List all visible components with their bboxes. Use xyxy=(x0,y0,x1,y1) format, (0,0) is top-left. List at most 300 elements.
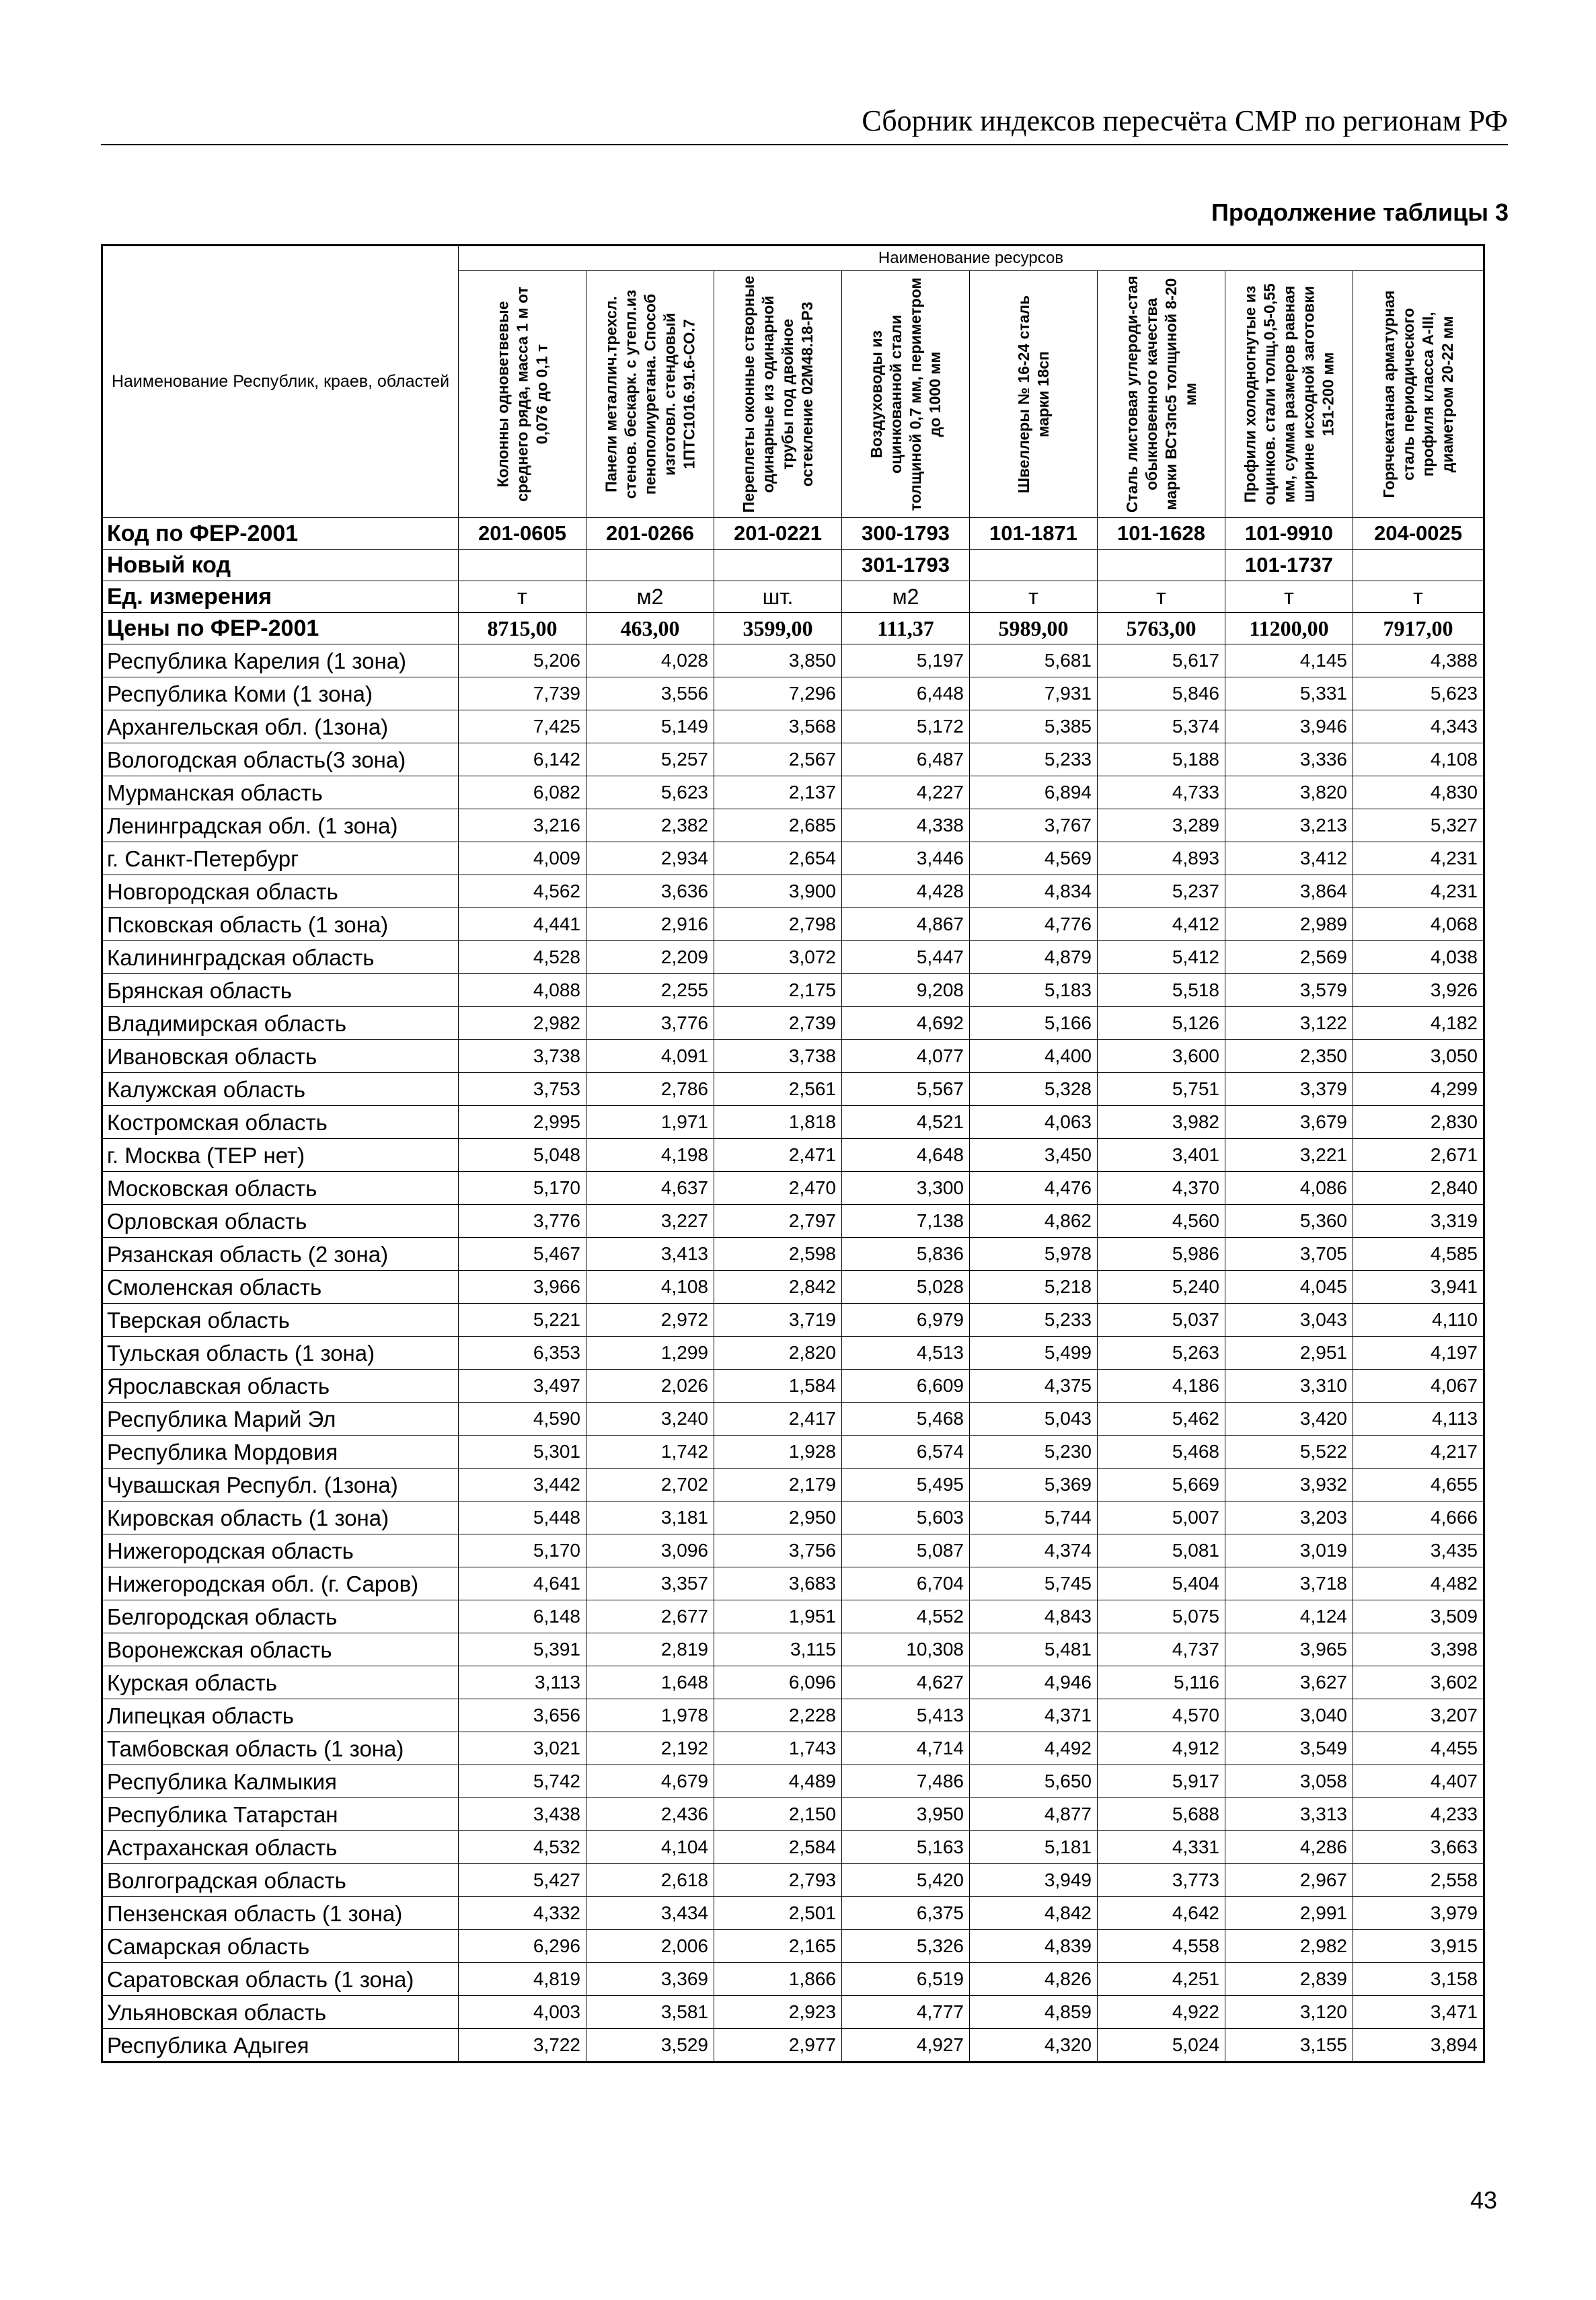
index-value: 6,979 xyxy=(842,1304,970,1337)
index-value: 4,826 xyxy=(970,1963,1098,1996)
index-value: 5,742 xyxy=(459,1765,586,1798)
new-code-row-cell xyxy=(586,550,714,581)
table-row xyxy=(102,908,1484,941)
region-name: Астраханская область xyxy=(102,1831,459,1864)
index-value: 3,438 xyxy=(459,1798,586,1831)
index-value: 4,627 xyxy=(842,1666,970,1699)
index-value: 2,934 xyxy=(586,842,714,875)
table-body xyxy=(102,518,1484,2063)
index-value: 2,569 xyxy=(1225,941,1353,974)
fer-code-row-cell: 201-0266 xyxy=(586,518,714,550)
index-value: 5,116 xyxy=(1098,1666,1225,1699)
index-value: 7,138 xyxy=(842,1205,970,1238)
index-value: 3,019 xyxy=(1225,1534,1353,1567)
index-value: 3,722 xyxy=(459,2029,586,2063)
region-name: Мурманская область xyxy=(102,776,459,809)
column-header xyxy=(1225,271,1353,518)
table-row xyxy=(102,1436,1484,1469)
unit-row-cell: м2 xyxy=(586,581,714,613)
index-value: 2,006 xyxy=(586,1930,714,1963)
unit-row-cell: т xyxy=(1353,581,1484,613)
index-value: 3,357 xyxy=(586,1567,714,1600)
index-value: 4,585 xyxy=(1353,1238,1484,1271)
index-value: 7,739 xyxy=(459,677,586,710)
index-value: 4,641 xyxy=(459,1567,586,1600)
unit-row-cell: т xyxy=(459,581,586,613)
index-value: 5,917 xyxy=(1098,1765,1225,1798)
index-value: 3,379 xyxy=(1225,1073,1353,1106)
index-value: 4,492 xyxy=(970,1732,1098,1765)
fer-code-row xyxy=(102,518,1484,550)
index-value: 2,175 xyxy=(714,974,842,1007)
index-value: 4,867 xyxy=(842,908,970,941)
index-value: 4,003 xyxy=(459,1996,586,2029)
index-value: 5,603 xyxy=(842,1501,970,1534)
region-name: Смоленская область xyxy=(102,1271,459,1304)
index-value: 2,192 xyxy=(586,1732,714,1765)
index-value: 4,400 xyxy=(970,1040,1098,1073)
index-value: 2,977 xyxy=(714,2029,842,2063)
index-value: 4,198 xyxy=(586,1139,714,1172)
index-value: 4,063 xyxy=(970,1106,1098,1139)
index-value: 3,627 xyxy=(1225,1666,1353,1699)
index-value: 5,263 xyxy=(1098,1337,1225,1370)
region-name: Владимирская область xyxy=(102,1007,459,1040)
index-value: 2,982 xyxy=(1225,1930,1353,1963)
index-value: 5,233 xyxy=(970,743,1098,776)
index-value: 3,683 xyxy=(714,1567,842,1600)
fer-code-row-label: Код по ФЕР-2001 xyxy=(102,518,459,550)
index-value: 5,149 xyxy=(586,710,714,743)
column-header xyxy=(1353,271,1484,518)
new-code-row-cell: 101-1737 xyxy=(1225,550,1353,581)
index-value: 3,949 xyxy=(970,1864,1098,1897)
index-value: 3,900 xyxy=(714,875,842,908)
index-value: 5,447 xyxy=(842,941,970,974)
index-value: 3,115 xyxy=(714,1633,842,1666)
index-value: 3,946 xyxy=(1225,710,1353,743)
index-value: 6,082 xyxy=(459,776,586,809)
region-name: Нижегородская обл. (г. Саров) xyxy=(102,1567,459,1600)
price-row-cell: 463,00 xyxy=(586,613,714,644)
table-row xyxy=(102,1798,1484,1831)
index-value: 5,495 xyxy=(842,1469,970,1501)
price-row-cell: 11200,00 xyxy=(1225,613,1353,644)
index-value: 1,951 xyxy=(714,1600,842,1633)
price-row-cell: 7917,00 xyxy=(1353,613,1484,644)
index-value: 3,738 xyxy=(714,1040,842,1073)
table-row xyxy=(102,1567,1484,1600)
unit-row-cell: т xyxy=(970,581,1098,613)
index-value: 4,428 xyxy=(842,875,970,908)
index-value: 4,217 xyxy=(1353,1436,1484,1469)
table-row xyxy=(102,1534,1484,1567)
index-value: 5,166 xyxy=(970,1007,1098,1040)
index-value: 4,375 xyxy=(970,1370,1098,1403)
column-header xyxy=(1098,271,1225,518)
index-value: 4,455 xyxy=(1353,1732,1484,1765)
index-value: 3,636 xyxy=(586,875,714,908)
index-value: 6,096 xyxy=(714,1666,842,1699)
index-value: 4,088 xyxy=(459,974,586,1007)
fer-code-row-cell: 204-0025 xyxy=(1353,518,1484,550)
index-value: 3,398 xyxy=(1353,1633,1484,1666)
index-value: 3,776 xyxy=(459,1205,586,1238)
index-value: 4,331 xyxy=(1098,1831,1225,1864)
new-code-row-cell xyxy=(714,550,842,581)
index-value: 2,228 xyxy=(714,1699,842,1732)
table-row xyxy=(102,1370,1484,1403)
index-value: 5,623 xyxy=(586,776,714,809)
index-value: 5,385 xyxy=(970,710,1098,743)
index-value: 6,487 xyxy=(842,743,970,776)
index-value: 3,181 xyxy=(586,1501,714,1534)
unit-row-cell: м2 xyxy=(842,581,970,613)
index-value: 4,648 xyxy=(842,1139,970,1172)
index-value: 2,830 xyxy=(1353,1106,1484,1139)
index-value: 3,556 xyxy=(586,677,714,710)
index-value: 5,448 xyxy=(459,1501,586,1534)
index-value: 2,819 xyxy=(586,1633,714,1666)
index-value: 3,289 xyxy=(1098,809,1225,842)
region-name: Самарская область xyxy=(102,1930,459,1963)
index-value: 3,509 xyxy=(1353,1600,1484,1633)
index-value: 3,679 xyxy=(1225,1106,1353,1139)
region-name: Республика Калмыкия xyxy=(102,1765,459,1798)
index-value: 4,251 xyxy=(1098,1963,1225,1996)
index-value: 3,579 xyxy=(1225,974,1353,1007)
index-value: 5,183 xyxy=(970,974,1098,1007)
index-value: 5,237 xyxy=(1098,875,1225,908)
index-value: 5,669 xyxy=(1098,1469,1225,1501)
index-value: 3,529 xyxy=(586,2029,714,2063)
index-value: 5,467 xyxy=(459,1238,586,1271)
region-column-header: Наименование Республик, краев, областей xyxy=(102,246,459,518)
index-value: 3,767 xyxy=(970,809,1098,842)
price-row-cell: 8715,00 xyxy=(459,613,586,644)
index-value: 4,842 xyxy=(970,1897,1098,1930)
table-row xyxy=(102,1600,1484,1633)
index-value: 5,745 xyxy=(970,1567,1098,1600)
fer-code-row-cell: 300-1793 xyxy=(842,518,970,550)
column-header-text: Горячекатаная арматурная сталь периодического профиля класса А-III, диаметром 20-22 мм xyxy=(1379,290,1456,498)
index-value: 4,077 xyxy=(842,1040,970,1073)
region-name: Тверская область xyxy=(102,1304,459,1337)
index-value: 2,820 xyxy=(714,1337,842,1370)
index-value: 4,562 xyxy=(459,875,586,908)
index-value: 5,468 xyxy=(1098,1436,1225,1469)
index-value: 4,666 xyxy=(1353,1501,1484,1534)
header-rule xyxy=(101,144,1508,145)
column-header-text: Сталь листовая углероди-стая обыкновенного качества марки ВСт3пс5 толщиной 8-20 мм xyxy=(1123,275,1199,513)
index-value: 5,037 xyxy=(1098,1304,1225,1337)
fer-code-row-cell: 101-1871 xyxy=(970,518,1098,550)
index-value: 3,207 xyxy=(1353,1699,1484,1732)
index-value: 3,602 xyxy=(1353,1666,1484,1699)
region-name: Республика Марий Эл xyxy=(102,1403,459,1436)
index-value: 2,417 xyxy=(714,1403,842,1436)
index-value: 3,072 xyxy=(714,941,842,974)
table-row xyxy=(102,1699,1484,1732)
index-value: 4,332 xyxy=(459,1897,586,1930)
index-value: 5,360 xyxy=(1225,1205,1353,1238)
table-row xyxy=(102,1271,1484,1304)
index-value: 5,836 xyxy=(842,1238,970,1271)
index-value: 4,569 xyxy=(970,842,1098,875)
index-value: 3,982 xyxy=(1098,1106,1225,1139)
region-name: Псковская область (1 зона) xyxy=(102,908,459,941)
index-value: 6,519 xyxy=(842,1963,970,1996)
index-value: 3,965 xyxy=(1225,1633,1353,1666)
index-value: 4,637 xyxy=(586,1172,714,1205)
index-value: 2,501 xyxy=(714,1897,842,1930)
index-value: 4,879 xyxy=(970,941,1098,974)
index-value: 6,375 xyxy=(842,1897,970,1930)
index-value: 3,240 xyxy=(586,1403,714,1436)
index-value: 4,476 xyxy=(970,1172,1098,1205)
index-value: 4,513 xyxy=(842,1337,970,1370)
index-value: 5,427 xyxy=(459,1864,586,1897)
index-value: 5,468 xyxy=(842,1403,970,1436)
index-value: 3,221 xyxy=(1225,1139,1353,1172)
index-value: 5,481 xyxy=(970,1633,1098,1666)
index-value: 2,916 xyxy=(586,908,714,941)
index-value: 1,928 xyxy=(714,1436,842,1469)
region-name: Республика Коми (1 зона) xyxy=(102,677,459,710)
index-value: 2,436 xyxy=(586,1798,714,1831)
index-value: 4,113 xyxy=(1353,1403,1484,1436)
unit-row-cell: шт. xyxy=(714,581,842,613)
region-name: Белгородская область xyxy=(102,1600,459,1633)
index-value: 5,978 xyxy=(970,1238,1098,1271)
index-value: 3,773 xyxy=(1098,1864,1225,1897)
index-value: 2,561 xyxy=(714,1073,842,1106)
index-value: 5,170 xyxy=(459,1172,586,1205)
index-value: 3,050 xyxy=(1353,1040,1484,1073)
index-value: 5,301 xyxy=(459,1436,586,1469)
index-value: 3,113 xyxy=(459,1666,586,1699)
index-value: 4,843 xyxy=(970,1600,1098,1633)
region-name: г. Санкт-Петербург xyxy=(102,842,459,875)
region-name: Республика Адыгея xyxy=(102,2029,459,2063)
index-value: 2,739 xyxy=(714,1007,842,1040)
index-value: 3,718 xyxy=(1225,1567,1353,1600)
index-value: 4,186 xyxy=(1098,1370,1225,1403)
price-row-label: Цены по ФЕР-2001 xyxy=(102,613,459,644)
index-value: 2,567 xyxy=(714,743,842,776)
index-value: 3,412 xyxy=(1225,842,1353,875)
index-value: 5,986 xyxy=(1098,1238,1225,1271)
index-value: 4,182 xyxy=(1353,1007,1484,1040)
index-value: 3,369 xyxy=(586,1963,714,1996)
index-value: 3,864 xyxy=(1225,875,1353,908)
index-value: 2,558 xyxy=(1353,1864,1484,1897)
index-value: 3,300 xyxy=(842,1172,970,1205)
index-value: 5,567 xyxy=(842,1073,970,1106)
fer-code-row-cell: 201-0221 xyxy=(714,518,842,550)
index-value: 1,742 xyxy=(586,1436,714,1469)
index-value: 4,834 xyxy=(970,875,1098,908)
index-value: 5,230 xyxy=(970,1436,1098,1469)
index-value: 3,915 xyxy=(1353,1930,1484,1963)
region-name: г. Москва (ТЕР нет) xyxy=(102,1139,459,1172)
index-value: 4,642 xyxy=(1098,1897,1225,1930)
table-row xyxy=(102,1831,1484,1864)
index-value: 5,688 xyxy=(1098,1798,1225,1831)
index-value: 4,877 xyxy=(970,1798,1098,1831)
region-name: Воронежская область xyxy=(102,1633,459,1666)
column-header-text: Швеллеры № 16-24 сталь марки 18сп xyxy=(1014,295,1052,494)
region-name: Курская область xyxy=(102,1666,459,1699)
index-value: 3,820 xyxy=(1225,776,1353,809)
index-value: 3,216 xyxy=(459,809,586,842)
index-value: 4,862 xyxy=(970,1205,1098,1238)
index-value: 2,382 xyxy=(586,809,714,842)
column-header xyxy=(459,271,586,518)
index-value: 2,842 xyxy=(714,1271,842,1304)
index-value: 2,685 xyxy=(714,809,842,842)
index-value: 4,110 xyxy=(1353,1304,1484,1337)
index-value: 5,181 xyxy=(970,1831,1098,1864)
index-value: 3,227 xyxy=(586,1205,714,1238)
region-name: Пензенская область (1 зона) xyxy=(102,1897,459,1930)
index-value: 3,776 xyxy=(586,1007,714,1040)
index-value: 2,972 xyxy=(586,1304,714,1337)
index-value: 2,702 xyxy=(586,1469,714,1501)
index-value: 3,122 xyxy=(1225,1007,1353,1040)
index-value: 5,518 xyxy=(1098,974,1225,1007)
index-value: 3,738 xyxy=(459,1040,586,1073)
index-value: 1,978 xyxy=(586,1699,714,1732)
index-value: 1,299 xyxy=(586,1337,714,1370)
resources-group-header: Наименование ресурсов xyxy=(459,246,1484,271)
table-row xyxy=(102,1073,1484,1106)
index-value: 3,941 xyxy=(1353,1271,1484,1304)
index-value: 2,797 xyxy=(714,1205,842,1238)
index-value: 4,927 xyxy=(842,2029,970,2063)
index-value: 2,677 xyxy=(586,1600,714,1633)
table-row xyxy=(102,1106,1484,1139)
index-value: 5,744 xyxy=(970,1501,1098,1534)
index-value: 5,650 xyxy=(970,1765,1098,1798)
index-value: 4,776 xyxy=(970,908,1098,941)
index-value: 5,170 xyxy=(459,1534,586,1567)
index-value: 5,413 xyxy=(842,1699,970,1732)
table-row xyxy=(102,1963,1484,1996)
table-row xyxy=(102,710,1484,743)
index-value: 1,743 xyxy=(714,1732,842,1765)
index-value: 4,407 xyxy=(1353,1765,1484,1798)
index-value: 5,197 xyxy=(842,644,970,677)
region-name: Вологодская область(3 зона) xyxy=(102,743,459,776)
index-value: 2,951 xyxy=(1225,1337,1353,1370)
index-value: 3,435 xyxy=(1353,1534,1484,1567)
index-value: 5,028 xyxy=(842,1271,970,1304)
index-value: 3,966 xyxy=(459,1271,586,1304)
index-value: 6,609 xyxy=(842,1370,970,1403)
index-value: 2,989 xyxy=(1225,908,1353,941)
index-value: 2,982 xyxy=(459,1007,586,1040)
index-value: 3,434 xyxy=(586,1897,714,1930)
region-name: Костромская область xyxy=(102,1106,459,1139)
unit-row-cell: т xyxy=(1225,581,1353,613)
index-value: 4,343 xyxy=(1353,710,1484,743)
table-row xyxy=(102,875,1484,908)
index-value: 3,719 xyxy=(714,1304,842,1337)
index-value: 4,733 xyxy=(1098,776,1225,809)
index-value: 4,830 xyxy=(1353,776,1484,809)
index-value: 2,923 xyxy=(714,1996,842,2029)
index-value: 4,912 xyxy=(1098,1732,1225,1765)
index-value: 3,705 xyxy=(1225,1238,1353,1271)
index-value: 2,786 xyxy=(586,1073,714,1106)
index-value: 4,412 xyxy=(1098,908,1225,941)
index-value: 7,931 xyxy=(970,677,1098,710)
price-row-cell: 3599,00 xyxy=(714,613,842,644)
index-value: 3,497 xyxy=(459,1370,586,1403)
index-value: 5,751 xyxy=(1098,1073,1225,1106)
index-value: 4,922 xyxy=(1098,1996,1225,2029)
index-value: 4,893 xyxy=(1098,842,1225,875)
running-header: Сборник индексов пересчёта СМР по регионам РФ xyxy=(862,104,1508,137)
index-value: 4,655 xyxy=(1353,1469,1484,1501)
table-row xyxy=(102,1501,1484,1534)
table-row xyxy=(102,842,1484,875)
index-value: 3,549 xyxy=(1225,1732,1353,1765)
index-value: 2,654 xyxy=(714,842,842,875)
index-value: 4,839 xyxy=(970,1930,1098,1963)
index-value: 1,866 xyxy=(714,1963,842,1996)
unit-row-label: Ед. измерения xyxy=(102,581,459,613)
index-value: 5,081 xyxy=(1098,1534,1225,1567)
index-value: 3,600 xyxy=(1098,1040,1225,1073)
index-value: 4,590 xyxy=(459,1403,586,1436)
table-row xyxy=(102,809,1484,842)
index-value: 4,231 xyxy=(1353,842,1484,875)
index-value: 2,255 xyxy=(586,974,714,1007)
index-value: 2,798 xyxy=(714,908,842,941)
column-header-text: Переплеты оконные створные одинарные из одинарной трубы под двойное остекление 02М48.18-Р3 xyxy=(739,275,816,513)
index-value: 5,623 xyxy=(1353,677,1484,710)
new-code-row-cell xyxy=(970,550,1098,581)
index-value: 4,552 xyxy=(842,1600,970,1633)
index-value: 4,560 xyxy=(1098,1205,1225,1238)
index-value: 7,425 xyxy=(459,710,586,743)
region-name: Республика Мордовия xyxy=(102,1436,459,1469)
index-table xyxy=(101,244,1485,2063)
index-value: 3,756 xyxy=(714,1534,842,1567)
index-value: 6,142 xyxy=(459,743,586,776)
index-value: 3,894 xyxy=(1353,2029,1484,2063)
index-value: 2,598 xyxy=(714,1238,842,1271)
table-row xyxy=(102,1337,1484,1370)
index-value: 6,353 xyxy=(459,1337,586,1370)
index-value: 4,946 xyxy=(970,1666,1098,1699)
index-value: 4,714 xyxy=(842,1732,970,1765)
fer-code-row-cell: 201-0605 xyxy=(459,518,586,550)
page-number: 43 xyxy=(1470,2186,1498,2214)
index-value: 4,388 xyxy=(1353,644,1484,677)
index-value: 4,777 xyxy=(842,1996,970,2029)
index-value: 5,462 xyxy=(1098,1403,1225,1436)
index-value: 5,240 xyxy=(1098,1271,1225,1304)
index-value: 1,648 xyxy=(586,1666,714,1699)
region-name: Рязанская область (2 зона) xyxy=(102,1238,459,1271)
index-value: 7,296 xyxy=(714,677,842,710)
index-value: 4,067 xyxy=(1353,1370,1484,1403)
index-value: 4,489 xyxy=(714,1765,842,1798)
table-row xyxy=(102,677,1484,710)
